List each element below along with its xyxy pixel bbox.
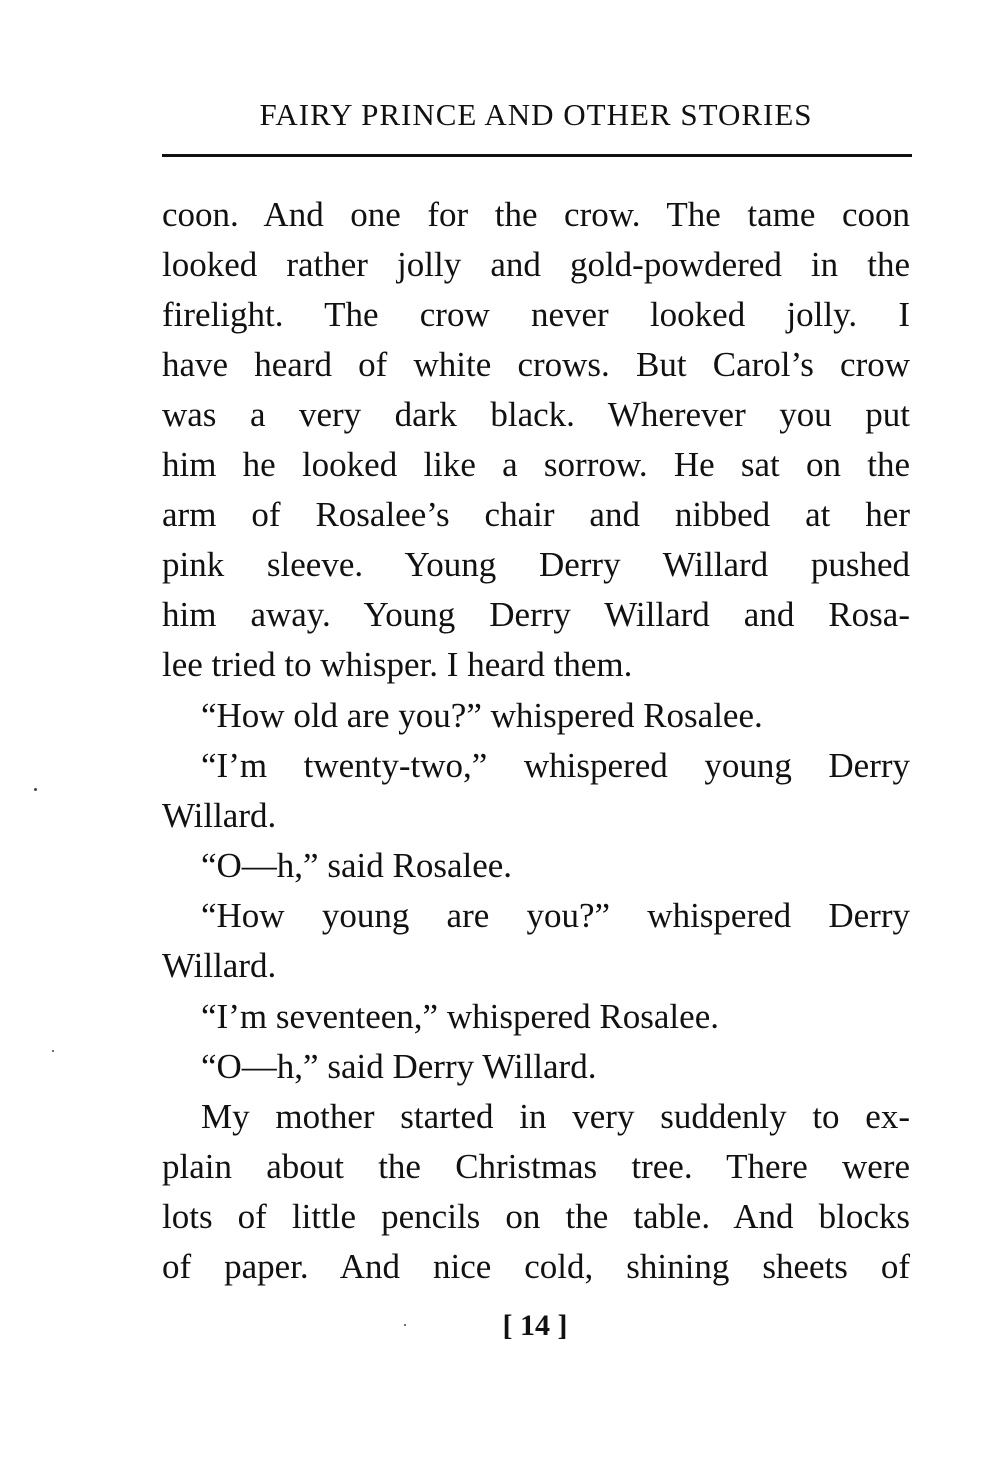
text-line: looked rather jolly and gold-powdered in the xyxy=(162,245,910,284)
text-line: pink sleeve. Young Derry Willard pushed xyxy=(162,545,910,584)
text-line: arm of Rosalee’s chair and nibbed at her xyxy=(162,495,910,534)
text-line: “O—h,” said Rosalee. xyxy=(201,846,513,885)
text-line: lee tried to whisper. I heard them. xyxy=(162,645,633,684)
text-line: lots of little pencils on the table. And blocks xyxy=(162,1197,910,1236)
scan-speck xyxy=(404,1324,406,1326)
text-line: of paper. And nice cold, shining sheets of xyxy=(162,1247,910,1286)
scan-speck xyxy=(34,788,37,791)
text-line: “I’m twenty-two,” whispered young Derry xyxy=(201,746,910,785)
text-line: coon. And one for the crow. The tame coon xyxy=(162,195,910,234)
page-number: [ 14 ] xyxy=(502,1309,568,1342)
text-line: have heard of white crows. But Carol’s crow xyxy=(162,345,910,384)
text-line: Willard. xyxy=(162,796,277,835)
text-line: plain about the Christmas tree. There were xyxy=(162,1147,910,1186)
text-line: “How old are you?” whispered Rosalee. xyxy=(201,696,763,735)
scan-speck xyxy=(52,1050,54,1052)
text-line: “How young are you?” whispered Derry xyxy=(201,896,910,935)
text-line: Willard. xyxy=(162,946,277,985)
text-line: was a very dark black. Wherever you put xyxy=(162,395,910,434)
text-line: “I’m seventeen,” whispered Rosalee. xyxy=(201,997,719,1036)
text-line: firelight. The crow never looked jolly. I xyxy=(162,295,910,334)
text-line: him he looked like a sorrow. He sat on the xyxy=(162,445,910,484)
running-head: FAIRY PRINCE AND OTHER STORIES xyxy=(259,97,813,132)
header-rule xyxy=(162,154,912,157)
text-line: him away. Young Derry Willard and Rosa- xyxy=(162,595,910,634)
text-line: “O—h,” said Derry Willard. xyxy=(201,1047,597,1086)
text-line: My mother started in very suddenly to ex- xyxy=(201,1097,910,1136)
